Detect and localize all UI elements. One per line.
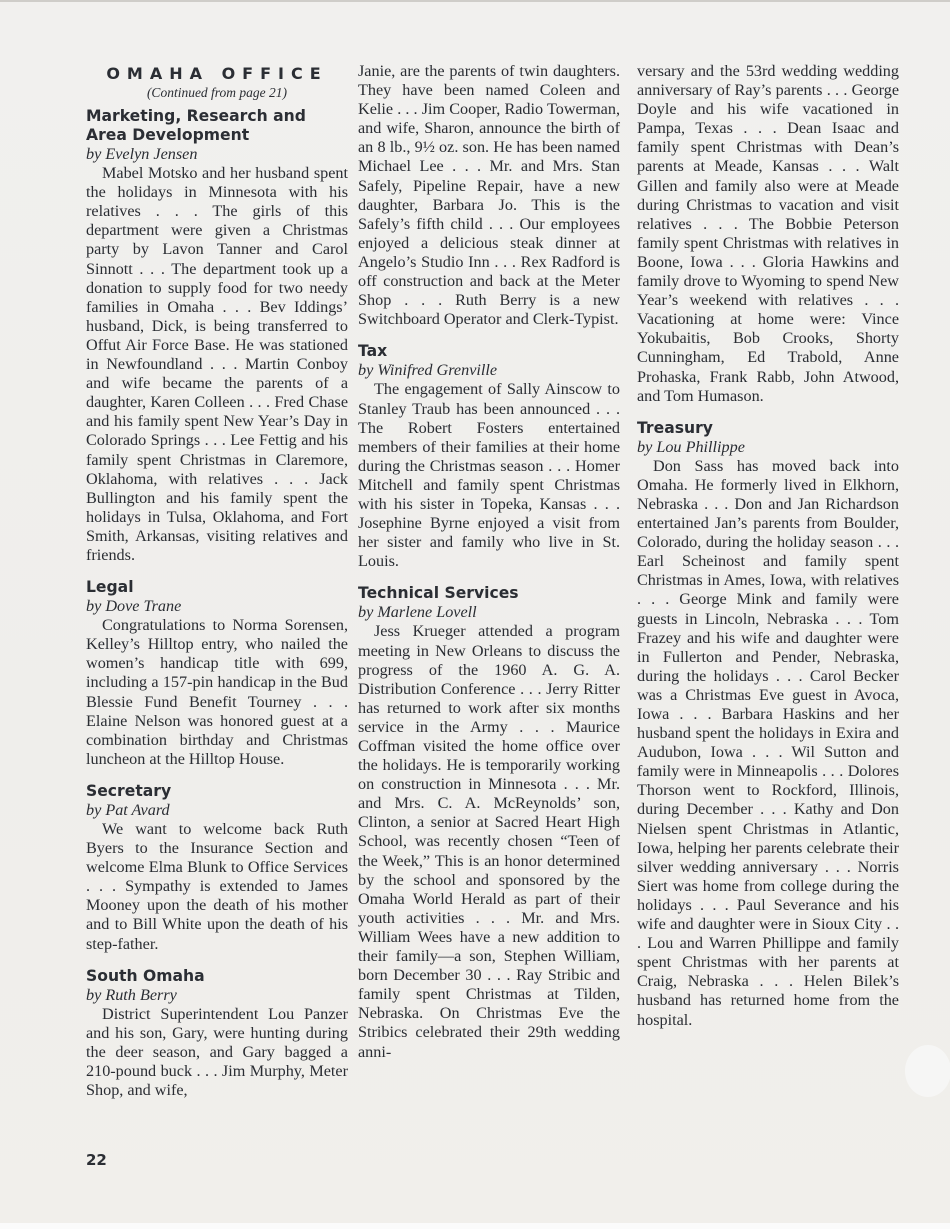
section-heading: Secretary: [86, 781, 172, 800]
section-byline: by Ruth Berry: [86, 985, 177, 1004]
section-body: Congratulations to Norma Sorensen, Kelley’s Hilltop entry, who nailed the women’s handicap title with 699, including a 157-pin handicap in the Bud Blessie Fund Benefit Tourney . . . Elaine Nelson was honored guest at a combination birthday and Christmas luncheon at the Hilltop House.: [86, 616, 348, 768]
page-bottom-edge: [0, 1223, 950, 1229]
section-heading: Treasury: [637, 418, 713, 437]
page-number: 22: [86, 1151, 107, 1169]
section-byline: by Winifred Grenville: [358, 361, 498, 380]
column-left: [86, 62, 348, 1100]
section-tax: [358, 342, 620, 571]
column-middle: [358, 62, 620, 1062]
section-byline: by Marlene Lovell: [358, 603, 477, 622]
section-body: Mabel Motsko and her husband spent the holidays in Minnesota with his relatives . . . The girls of this department were given a Christmas party by Lavon Tanner and Carol Sinnott . . . The department took up a donation to supply food for two needy families in Omaha . . . Bev Iddings’ husband, Dick, is being transferred to Offut Air Force Base. He was stationed in Newfoundland . . . Martin Conboy and wife became the parents of a daughter, Karen Colleen . . . Fred Chase and his family spent New Year’s Day in Colorado Springs . . . Lee Fettig and his family spent Christmas in Claremore, Oklahoma, with relatives . . . Jack Bullington and his family spent the holidays in Tulsa, Oklahoma, and Fort Smith, Arkansas, visiting relatives and friends.: [86, 164, 348, 564]
section-byline: by Pat Avard: [86, 800, 170, 819]
section-heading: Technical Services: [358, 584, 519, 603]
section-body: District Superintendent Lou Panzer and his son, Gary, were hunting during the deer season, and Gary bagged a 210-pound buck . . . Jim Murphy, Meter Shop, and wife,: [86, 1004, 348, 1100]
section-south-omaha: [86, 967, 348, 1101]
section-byline: by Dove Trane: [86, 597, 182, 616]
section-heading: South Omaha: [86, 966, 205, 985]
section-secretary: [86, 782, 348, 954]
section-treasury: [637, 419, 899, 1030]
page-top-edge: [0, 0, 950, 2]
page-title: OMAHA OFFICE: [106, 64, 328, 83]
section-heading: Tax: [358, 342, 388, 361]
section-byline: by Lou Phillippe: [637, 437, 745, 456]
column-right: [637, 62, 899, 1030]
section-body: Jess Krueger attended a program meeting in New Orleans to discuss the progress of the 1960 A. G. A. Distribution Conference . . . Jerry Ritter has returned to work after six months service in the Army . . . Maurice Coffman visited the home office over the holidays. He is temporarily working on construction in Minnesota . . . Mr. and Mrs. C. A. McReynolds’ son, Clinton, a senior at Sacred Heart High School, was recently chosen “Teen of the Week,” This is an honor determined by the school and sponsored by the Omaha World Herald as part of their youth activities . . . Mr. and Mrs. William Wees have a new addition to their family—a son, Stephen William, born December 30 . . . Ray Stribic and family spent Christmas at Tilden, Nebraska. On Christmas Eve the Stribics celebrated their 29th wedding anni-: [358, 622, 620, 1061]
section-body: We want to welcome back Ruth Byers to the Insurance Section and welcome Elma Blunk to Office Services . . . Sympathy is extended to James Mooney upon the death of his mother and to Bill White upon the death of his step-father.: [86, 820, 348, 953]
section-legal: [86, 578, 348, 769]
section-heading: Legal: [86, 578, 134, 597]
section-heading: Marketing, Research and Area Development: [86, 107, 306, 144]
section-body-continued: versary and the 53rd wedding wedding anniversary of Ray’s parents . . . George Doyle and his wife vacationed in Pampa, Texas . . . Dean Isaac and family spent Christmas with Dean’s parents at Meade, Kansas . . . Walt Gillen and family also were at Meade during Christmas to vacation and visit relatives . . . The Bobbie Peterson family spent Christmas with relatives in Boone, Iowa . . . Gloria Hawkins and family drove to Wyoming to spend New Year’s weekend with relatives . . . Vacationing at home were: Vince Yokubaitis, Bob Crooks, Shorty Cunningham, Ed Trabold, Anne Prohaska, Frank Rabb, John Atwood, and Tom Humason.: [637, 62, 899, 405]
section-body: Don Sass has moved back into Omaha. He formerly lived in Elkhorn, Nebraska . . . Don and Jan Richardson entertained Jan’s parents from Boulder, Colorado, during the holiday season . . . Earl Scheinost and family spent Christmas in Ames, Iowa, with relatives . . . George Mink and family were guests in Lincoln, Nebraska . . . Tom Frazey and his wife and daughter were in Fullerton and Pender, Nebraska, during the holidays . . . Carol Becker was a Christmas Eve guest in Avoca, Iowa . . . Barbara Haskins and her husband spent the holidays in Exira and Audubon, Iowa . . . Wil Sutton and family were in Minneapolis . . . Dolores Thorson went to Rockford, Illinois, during December . . . Kathy and Don Nielsen spent Christmas in Atlantic, Iowa, helping her parents celebrate their silver wedding anniversary . . . Norris Siert was home from college during the holidays . . . Paul Severance and his wife and daughter were in Sioux City . . . Lou and Warren Phillippe and family spent Christmas with her parents at Craig, Nebraska . . . Helen Bilek’s husband has returned home from the hospital.: [637, 456, 899, 1029]
section-body: The engagement of Sally Ainscow to Stanley Traub has been announced . . . The Robert Fosters entertained members of their families at their home during the Christmas season . . . Homer Mitchell and family spent Christmas with his sister in Topeka, Kansas . . . Josephine Byrne enjoyed a visit from her sister and family who live in St. Louis.: [358, 380, 620, 571]
section-body-continued: Janie, are the parents of twin daughters. They have been named Coleen and Kelie . . . Jim Cooper, Radio Towerman, and wife, Sharon, announce the birth of an 8 lb., 9½ oz. son. He has been named Michael Lee . . . Mr. and Mrs. Stan Safely, Pipeline Repair, have a new daughter, Barbara Jo. This is the Safely’s fifth child . . . Our employees enjoyed a delicious steak dinner at Angelo’s Studio Inn . . . Rex Radford is off construction and back at the Meter Shop . . . Ruth Berry is a new Switchboard Operator and Clerk-Typist.: [358, 62, 620, 329]
section-byline: by Evelyn Jensen: [86, 145, 198, 163]
section-marketing: [86, 107, 348, 565]
continued-note: (Continued from page 21): [146, 85, 288, 100]
section-technical-services: [358, 584, 620, 1061]
binder-hole: [905, 1045, 950, 1097]
